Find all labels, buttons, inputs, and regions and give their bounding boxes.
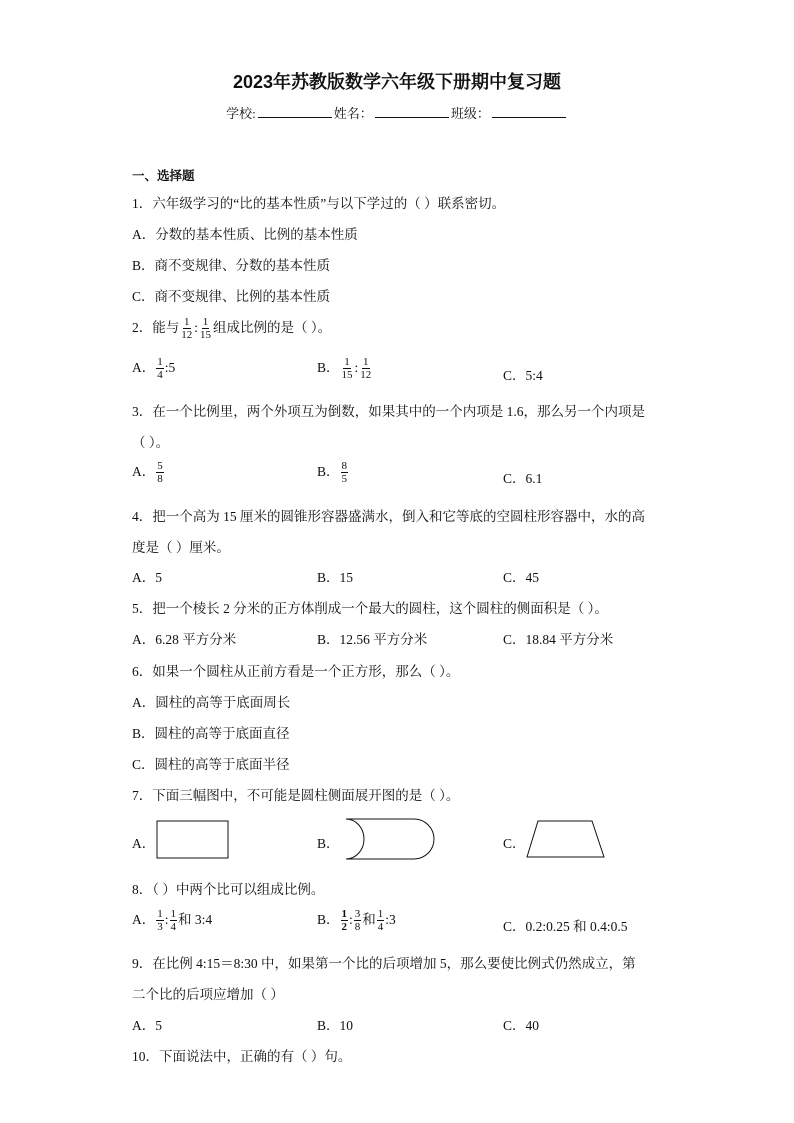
question-4-option-c[interactable]: C．45 [503, 570, 540, 585]
question-5-option-c[interactable]: C．18.84 平方分米 [503, 632, 614, 647]
question-2-option-b[interactable]: B． $\frac{1}{15}$ : $\frac{1}{12}$ [317, 356, 372, 382]
question-6-stem: 6．如果一个圆柱从正前方看是一个正方形，那么（ ）。 [132, 664, 460, 679]
question-2-option-c[interactable]: C．5:4 [503, 368, 543, 383]
question-9-stem-line1: 9．在比例 4:15＝8:30 中，如果第一个比的后项增加 5，那么要使比例式仍然成立，第 [132, 956, 636, 971]
question-1-option-c[interactable]: C．商不变规律、比例的基本性质 [132, 289, 331, 304]
question-6-option-a[interactable]: A．圆柱的高等于底面周长 [132, 695, 291, 710]
question-3-stem-line2: （ ）。 [132, 435, 170, 450]
question-1-stem: 1．六年级学习的“比的基本性质”与以下学过的（ ）联系密切。 [132, 196, 506, 211]
question-5-option-a[interactable]: A．6.28 平方分米 [132, 632, 237, 647]
question-4-stem-line1: 4．把一个高为 15 厘米的圆锥形容器盛满水，倒入和它等底的空圆柱形容器中，水的高 [132, 509, 645, 524]
fraction: $\frac{1}{12}$ [181, 316, 193, 342]
question-9-option-c[interactable]: C．40 [503, 1018, 540, 1033]
question-8-option-a[interactable]: A． $\frac{1}{3}$ : $\frac{1}{4}$ 和 3:4 [132, 908, 213, 934]
question-9-option-b[interactable]: B．10 [317, 1018, 354, 1033]
fraction: $\frac{1}{15}$ [200, 316, 212, 342]
name-label: 姓名： [333, 106, 373, 121]
question-7-option-b[interactable]: B． [317, 836, 340, 851]
class-blank[interactable] [492, 105, 566, 118]
question-9-option-a[interactable]: A．5 [132, 1018, 162, 1033]
question-7-option-a[interactable]: A． [132, 836, 156, 851]
question-10-stem: 10．下面说法中，正确的有（ ）句。 [132, 1049, 352, 1064]
question-8-stem: 8．（ ）中两个比可以组成比例。 [132, 882, 325, 897]
question-3-option-a[interactable]: A． $\frac{5}{8}$ [132, 460, 163, 486]
student-info [0, 103, 794, 122]
question-5-option-b[interactable]: B．12.56 平方分米 [317, 632, 428, 647]
page-title: 2023年苏教版数学六年级下册期中复习题 [232, 72, 562, 92]
question-6-option-c[interactable]: C．圆柱的高等于底面半径 [132, 757, 290, 772]
question-3-option-c[interactable]: C．6.1 [503, 471, 543, 486]
question-2-stem [132, 316, 331, 341]
question-6-option-b[interactable]: B．圆柱的高等于底面直径 [132, 726, 290, 741]
question-4-option-a[interactable]: A．5 [132, 570, 162, 585]
name-blank[interactable] [375, 105, 449, 118]
question-7-stem: 7．下面三幅图中，不可能是圆柱侧面展开图的是（ ）。 [132, 788, 460, 803]
question-5-stem: 5．把一个棱长 2 分米的正方体削成一个最大的圆柱，这个圆柱的侧面积是（ ）。 [132, 601, 608, 616]
q2-stem-prefix: 2．能与 [132, 320, 180, 335]
ratio-colon: : [194, 320, 199, 335]
question-3-stem-line1: 3．在一个比例里，两个外项互为倒数，如果其中的一个内项是 1.6，那么另一个内项是 [132, 404, 645, 419]
school-blank[interactable] [258, 105, 332, 118]
question-2-option-a[interactable]: A． $\frac{1}{4}$ :5 [132, 356, 176, 382]
question-3-option-b[interactable]: B． $\frac{8}{5}$ [317, 460, 348, 486]
question-4-stem-line2: 度是（ ）厘米。 [132, 540, 230, 555]
question-4-option-b[interactable]: B．15 [317, 570, 354, 585]
school-label: 学校: [226, 106, 256, 121]
question-8-option-c[interactable]: C．0.2:0.25 和 0.4:0.5 [503, 919, 628, 934]
q2-stem-suffix: 组成比例的是（ ）。 [213, 320, 332, 335]
question-9-stem-line2: 二个比的后项应增加（ ） [132, 987, 284, 1002]
question-7-option-c[interactable]: C． [503, 836, 526, 851]
section-heading: 一、选择题 [132, 169, 195, 183]
question-1-option-b[interactable]: B．商不变规律、分数的基本性质 [132, 258, 331, 273]
trapezoid-figure [526, 820, 606, 860]
question-1-option-a[interactable]: A．分数的基本性质、比例的基本性质 [132, 227, 358, 242]
class-label: 班级： [450, 106, 490, 121]
rectangle-figure [156, 820, 230, 860]
curved-sides-figure [342, 817, 438, 863]
question-8-option-b[interactable]: B． $\frac{1}{2}$ : $\frac{3}{8}$ 和 $\frac{1}{4}$ :3 [317, 908, 396, 934]
